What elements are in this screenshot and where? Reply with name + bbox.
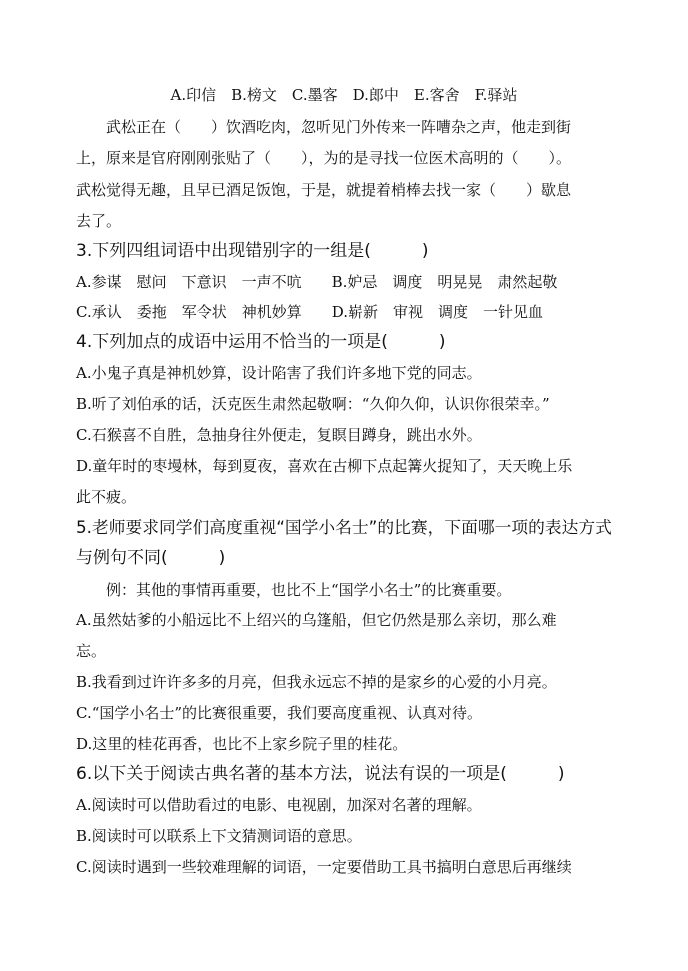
question-3-stem: 3.下列四组词语中出现错别字的一组是( ) — [76, 241, 429, 261]
question-4-stem: 4.下列加点的成语中运用不恰当的一项是( ) — [76, 332, 446, 352]
question-4-option-a: A.小鬼子真是神机妙算，设计陷害了我们许多地下党的同志。 — [76, 364, 482, 382]
question-6-option-c: C.阅读时遇到一些较难理解的词语，一定要借助工具书搞明白意思后再继续 — [76, 858, 572, 876]
question-5-example: 例：其他的事情再重要，也比不上“国学小名士”的比赛重要。 — [106, 581, 512, 599]
question-5-option-c: C.“国学小名士”的比赛很重要，我们要高度重视、认真对待。 — [76, 704, 483, 722]
passage-line-2: 上，原来是官府刚刚张贴了（ ），为的是寻找一位医术高明的（ ）。 — [76, 149, 572, 167]
question-3-options-1: A.参谋 慰问 下意识 一声不吭 B.妒忌 调度 明晃晃 肃然起敬 — [76, 273, 558, 291]
question-6-option-b: B.阅读时可以联系上下文猜测词语的意思。 — [76, 827, 362, 845]
question-4-option-d-line-2: 此不疲。 — [76, 488, 137, 506]
question-5-option-a-line-2: 忘。 — [76, 642, 107, 660]
question-5-stem-line-2: 与例句不同( ) — [76, 548, 226, 568]
question-5-option-a-line-1: A.虽然姑爹的小船远比不上绍兴的乌篷船，但它仍然是那么亲切，那么难 — [76, 611, 557, 629]
question-6-option-a: A.阅读时可以借助看过的电影、电视剧，加深对名著的理解。 — [76, 796, 482, 814]
question-4-option-d-line-1: D.童年时的枣墁林，每到夏夜，喜欢在古柳下点起篝火捉知了，天天晚上乐 — [76, 457, 573, 475]
question-4-option-c: C.石猴喜不自胜，急抽身往外便走，复瞑目蹲身，跳出水外。 — [76, 426, 482, 444]
passage-line-1: 武松正在（ ）饮酒吃肉，忽听见门外传来一阵嘈杂之声，他走到街 — [106, 118, 572, 136]
question-5-option-d: D.这里的桂花再香，也比不上家乡院子里的桂花。 — [76, 735, 408, 753]
question-4-option-b: B.听了刘伯承的话，沃克医生肃然起敬啊：“久仰久仰，认识你很荣幸。” — [76, 395, 550, 413]
question-3-options-2: C.承认 委拖 军令状 神机妙算 D.崭新 审视 调度 一针见血 — [76, 303, 543, 321]
question-5-option-b: B.我看到过许许多多的月亮，但我永远忘不掉的是家乡的心爱的小月亮。 — [76, 673, 557, 691]
question-6-stem: 6.以下关于阅读古典名著的基本方法，说法有误的一项是( ) — [76, 764, 565, 784]
word-options-line: A.印信 B.榜文 C.墨客 D.郎中 E.客舍 F.驿站 — [170, 86, 518, 104]
question-5-stem-line-1: 5.老师要求同学们高度重视“国学小名士”的比赛，下面哪一项的表达方式 — [76, 517, 612, 537]
passage-line-3: 武松觉得无趣，且早已酒足饭饱，于是，就提着梢棒去找一家（ ）歇息 — [76, 181, 572, 199]
passage-line-4: 去了。 — [76, 212, 122, 230]
